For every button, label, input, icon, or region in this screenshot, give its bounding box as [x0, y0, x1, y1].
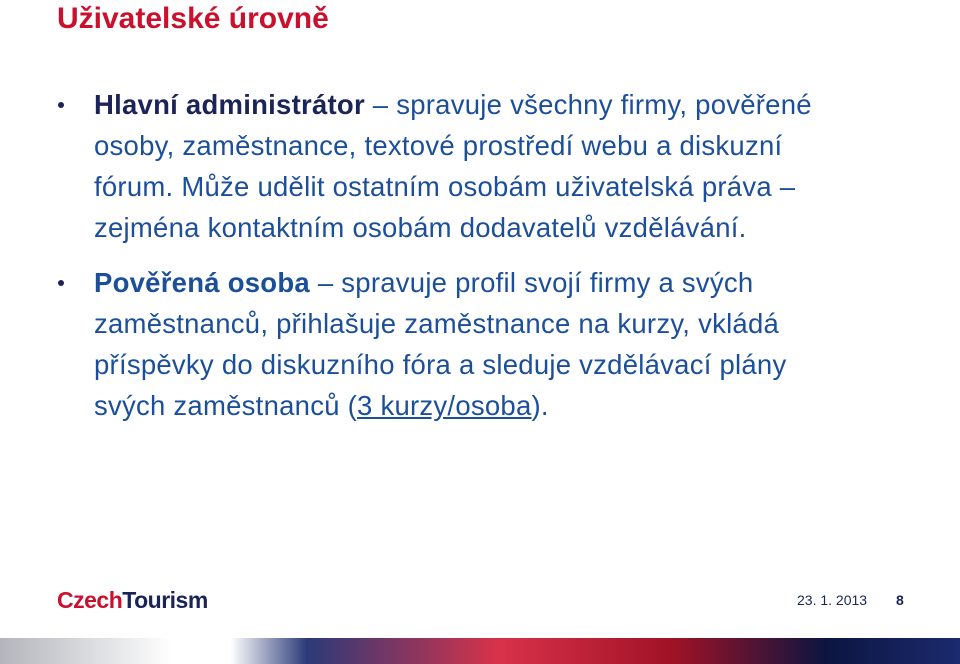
logo-tourism: Tourism	[122, 587, 208, 613]
bullet-dot-icon	[58, 102, 64, 108]
decorative-bottom-bar	[0, 638, 960, 664]
logo-czech: Czech	[57, 587, 123, 613]
bullet-term: Hlavní administrátor	[94, 89, 365, 120]
bullet-item-admin	[58, 84, 818, 248]
czechtourism-logo	[57, 587, 208, 614]
bullet-item-delegate	[58, 262, 818, 426]
bullet-dot-icon	[58, 280, 64, 286]
slide-title: Uživatelské úrovně	[57, 2, 329, 35]
bullet-text-end: ).	[531, 390, 549, 421]
bullet-text: – spravuje všechny firmy, pověřené osoby, zaměstnance, textové prostředí webu a diskuzní fórum. Může udělit ostatním osobám uživatelská práva – zejména kontaktním osobám dodavatelů vzdělávání.	[94, 89, 812, 243]
footer-date: 23. 1. 2013	[797, 592, 868, 608]
page-number: 8	[896, 592, 904, 608]
bullet-term: Pověřená osoba	[94, 267, 310, 298]
bullet-text: – spravuje profil svojí firmy a svých zaměstnanců, přihlašuje zaměstnance na kurzy, vkládá příspěvky do diskuzního fóra a sleduje vzdělávací plány svých zaměstnanců (	[94, 267, 787, 421]
underlined-quota: 3 kurzy/osoba	[357, 390, 532, 421]
bullet-list	[58, 84, 818, 440]
